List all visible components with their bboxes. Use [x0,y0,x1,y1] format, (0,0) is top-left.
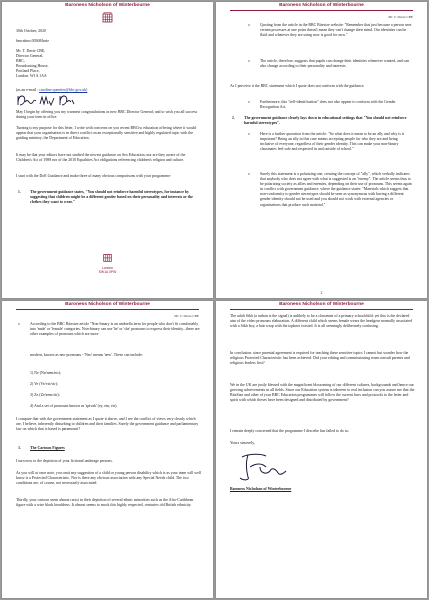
paragraph: In conclusion, since parental agreement is required for teaching these sensitive topics I cannot but wonder how the religious Protected Characteristic has been achieved. Did your editing and commissioning team consult parents and religious leaders first? [230,351,410,366]
header-rule [230,10,413,11]
point-3-heading: The Cartoon Figures [30,446,65,450]
handwritten-salutation [16,94,76,107]
footer-line: London [101,266,114,270]
paragraph: May I begin by offering you my warmest congratulations as new BBC Director General; and to wish you all success during your term in office. [16,110,198,120]
pronoun-item: 3) Ze (Ze/zem/zir); [30,393,60,397]
paragraph: As you will at once note, you omit any suggestion of a child or young person disability which is as your team will well know is a Protected Characteristic. Nor is there any obvious association with any Special Needs child. The two conditions are, of course, not necessarily associated. [16,471,201,486]
quote-paragraph: Furthermore, this "self-identification" does not also appear to conform with the Gender Recognition Act. [260,100,396,110]
paragraph: The adult Sikh (a turban is the signal) is unlikely to be a classmate of a primary schoolchild; yet this is the declared aim of the video pronouns elaboration. A different child which seems female wears the headgear normally associated with a Sikh boy, a hair wrap with the topknot twisted. It is all seemingly deliberately confusing. [230,314,412,329]
header-rule [16,309,199,310]
bullet-marker: o [248,132,250,136]
signatory-name: Baroness Nicholson of Winterbourne [230,487,292,491]
page-reference: Mr. T. Davie CBE [388,15,413,19]
address-line: London. W1A 1AA [16,74,47,79]
quote-paragraph: modern, known as neo-pronouns - 'Neo' means 'new'. These can include: [30,353,143,357]
footer-address [2,266,213,274]
paragraph: It may be that your editors have not studied the newest guidance on Sex Education, nor are they aware of the Children's Act of 1988 nor of the 2010 Equalities Act obligations referencing children's religion and culture. [16,153,186,163]
paragraph: I compare that with the government statement as I quote it above, and I see the conflict of views very clearly which are, I believe, inherently disturbing to children and their families. Surely the government guidance and parliamentary law on which that is based is paramount? [16,417,199,432]
quote-paragraph: According to the BBC Bitesize article "Non-binary is an umbrella term for people who don't fit comfortably into 'male' or 'female' categories. Non-binary can use 'he' or 'she' pronouns to express their identity...these are other examples of pronouns which are more [30,322,200,337]
address-line: Director General, [16,54,44,59]
point-2-text: The government guidance clearly lays down in educational settings that "You should not reinforce harmful stereotypes". [244,116,407,126]
paragraph: I remain deeply concerned that the programme I describe has failed to do so. [230,429,350,433]
letterhead-name: Baroness Nicholson of Winterbourne [65,3,150,8]
page-number: 2 [320,291,323,295]
bullet-marker: o [248,23,250,27]
letter-page-2 [216,2,427,298]
quote-paragraph: Here is a further quotation from the article: "So what does it mean to be an ally and why is it important? Being an ally in this case means accepting people for who they are and being inclusive of everyone, regardless of their gender identity. This can make your non-binary classmates feel safe and respected in and outside of school." [260,132,404,152]
address-line: Mr. T. Davie CBE, [16,49,46,53]
bullet-marker: o [248,172,250,176]
letterhead-name: Baroness Nicholson of Winterbourne [279,3,364,8]
paragraph: I start with the DoE Guidance and make three of many obvious comparisons with your programme: [16,174,172,178]
letter-page-3 [2,301,213,598]
letter-date: 30th October, 2020 [16,29,46,33]
email-line [16,88,201,93]
pronoun-item: 2) Ve (Ve/vis/vir); [30,382,59,386]
handwritten-signature [236,451,288,483]
recipient-address [16,49,48,80]
pronoun-item: 1) Ne (Ne/nem/nir); [30,371,62,375]
letter-page-1 [2,2,213,298]
point-number: 2. [232,116,235,120]
paragraph: Turning to my purpose for this letter, I write with concerns on you recent BBCtw education offering where it would appear that your organisation is in direct conflict on an exceptionally sensitive and highly regulated topic with the guiding ministry, the Department of Education. [16,126,197,141]
letter-reference: bmcnbsw.0036Murie [16,39,49,43]
bullet-marker: o [248,100,250,104]
quote-paragraph: Quoting from the article in the BBC Bitesize website: "Remember that just because a person sees certain processes at one point doesn't mean they can't change their mind. Our identities can be fluid and whatever they are using now is good for now." [260,23,412,38]
paragraph: As I perceive it the BBC statement which I quote does not conform with the guidance. [230,84,365,88]
paragraph: I turn now to the depiction of your fictional underage persons. [16,459,113,463]
email-label: (as an e-mail : [16,88,39,92]
paragraph: Thirdly, your cartoon seem almost racist in their depiction of several ethnic minorities such as the Afro-Caribbean figure with a wise black headdress. It almost seems to mock this highly respected, centuries old British ethnicity. [16,498,194,508]
point-1-text: The government guidance states, "You should not reinforce harmful stereotypes, for instance by suggesting that children might be a different gender based on their personality and interests or the clothes they want to wear." [30,190,193,205]
quote-paragraph: Surely this statement is a polarizing one, creating the concept of "ally", which verbally indicates that anybody who does not agree with what is suggested is an "enemy". The article seems thus to be polarizing society as allies and enemies, depending on their use of pronouns. This seems again in conflict with government guidance, where the guidance states: "Materials which suggest that non-conformity to gender stereotypes should be seen as synonymous with having a different gender identity should not be used and you should not work with external agencies or organisations that produce such material." [260,172,412,207]
footer-line: SW1A 0PW [98,270,117,275]
bullet-marker: o [248,59,250,63]
portcullis-small-icon [102,252,113,263]
header-rule [230,309,413,310]
point-number: 1. [18,190,21,194]
point-number: 3. [18,446,21,450]
quote-paragraph: The article, therefore, suggests that pupils can change their identities whenever wanted, and can also change according to their personality and interests. [260,59,410,69]
page-reference: Mr. T. Davie CBE [174,314,199,318]
letter-page-4 [216,301,427,598]
address-line: BBC, [16,59,25,64]
letterhead-name: Baroness Nicholson of Winterbourne [279,302,364,307]
letterhead-name: Baroness Nicholson of Winterbourne [65,302,150,307]
pronoun-item: 4) And a set of pronouns known as 'spivak' (ey, em, eir). [30,404,118,408]
paragraph: We in the UK are justly blessed with the magnificent blossoming of our different cultures, backgrounds and hence our growing achievements in all fields. Since our Education system is inherent to real inclusion can you assure me that the BitzSize and other of your BBC Education programmes will follow the current laws and protocols to the letter and spirit with which theses have been designed and distributed by government? [230,383,415,403]
address-line: Portland Place, [16,69,40,74]
address-line: Broadcasting House, [16,64,49,69]
portcullis-crest-icon [101,11,114,24]
bullet-marker: o [18,322,20,326]
email-link[interactable]: caroline.quentier@bbc.gov.uk) [39,88,88,92]
closing: Yours sincerely, [230,441,255,445]
